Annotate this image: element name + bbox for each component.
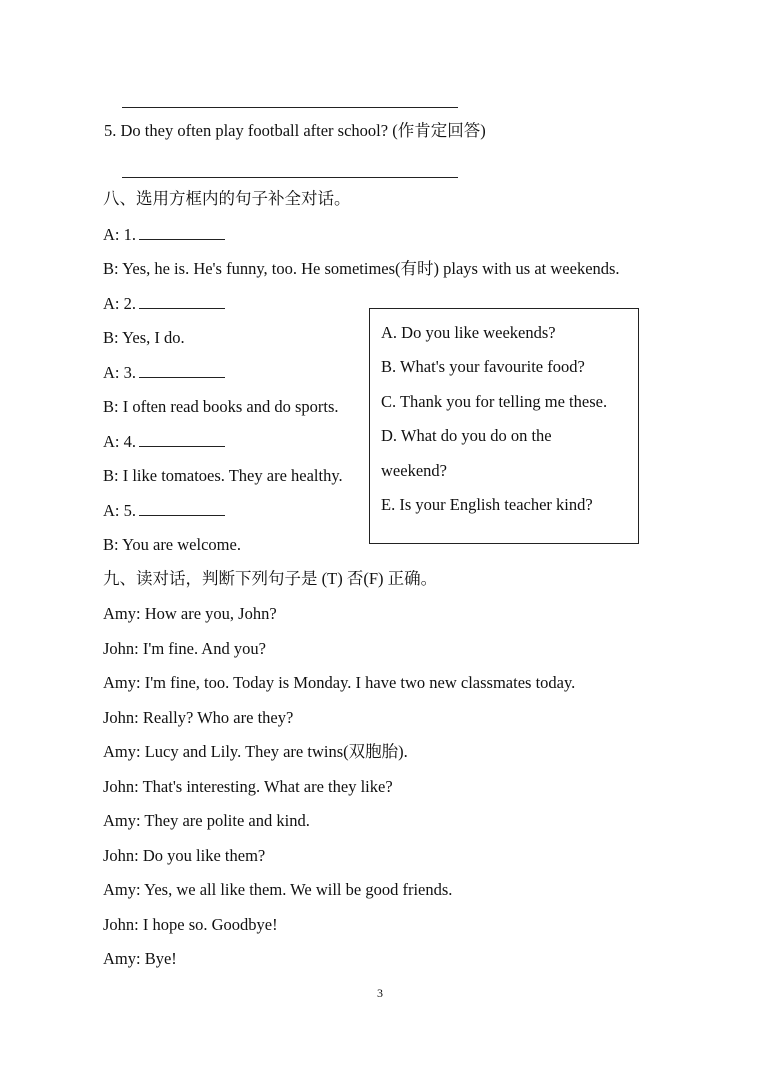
option-b: B. What's your favourite food? <box>381 357 585 376</box>
answer-blank-5[interactable] <box>139 501 225 516</box>
dialogue-line: John: I hope so. Goodbye! <box>103 915 278 934</box>
page-number: 3 <box>377 986 383 1000</box>
dialogue-line-b4: B: I like tomatoes. They are healthy. <box>103 466 343 485</box>
dialogue-line-b3: B: I often read books and do sports. <box>103 397 339 416</box>
dialogue-line: John: Really? Who are they? <box>103 708 294 727</box>
dialogue-prefix: A: 4. <box>103 432 136 451</box>
section-8-title: 八、选用方框内的句子补全对话。 <box>103 189 351 208</box>
dialogue-line-a1 <box>103 225 225 245</box>
answer-blank-1[interactable] <box>139 225 225 240</box>
option-e: E. Is your English teacher kind? <box>381 495 593 514</box>
dialogue-line-b5: B: You are welcome. <box>103 535 241 554</box>
answer-line-q5[interactable] <box>122 177 458 178</box>
dialogue-line-a2 <box>103 294 225 314</box>
dialogue-line-b2: B: Yes, I do. <box>103 328 185 347</box>
dialogue-line: Amy: Yes, we all like them. We will be good friends. <box>103 880 453 899</box>
dialogue-line: John: Do you like them? <box>103 846 266 865</box>
answer-line-q4[interactable] <box>122 107 458 108</box>
option-d-continued: weekend? <box>381 461 447 480</box>
answer-blank-4[interactable] <box>139 432 225 447</box>
dialogue-line: Amy: Lucy and Lily. They are twins(双胞胎). <box>103 742 408 761</box>
option-c: C. Thank you for telling me these. <box>381 392 608 411</box>
dialogue-prefix: A: 1. <box>103 225 136 244</box>
options-box <box>369 308 639 544</box>
dialogue-line-a5 <box>103 501 225 521</box>
option-a: A. Do you like weekends? <box>381 323 556 342</box>
dialogue-line: John: I'm fine. And you? <box>103 639 266 658</box>
dialogue-line: Amy: They are polite and kind. <box>103 811 310 830</box>
dialogue-prefix: A: 5. <box>103 501 136 520</box>
answer-blank-2[interactable] <box>139 294 225 309</box>
section-9-title: 九、读对话，判断下列句子是 (T) 否(F) 正确。 <box>103 569 438 588</box>
dialogue-line-a4 <box>103 432 225 452</box>
dialogue-line-a3 <box>103 363 225 383</box>
dialogue-line: Amy: How are you, John? <box>103 604 277 623</box>
dialogue-prefix: A: 3. <box>103 363 136 382</box>
answer-blank-3[interactable] <box>139 363 225 378</box>
dialogue-line: Amy: Bye! <box>103 949 177 968</box>
dialogue-line: John: That's interesting. What are they like? <box>103 777 393 796</box>
question-5: 5. Do they often play football after school? (作肯定回答) <box>104 121 486 140</box>
option-d: D. What do you do on the <box>381 426 552 445</box>
dialogue-line: Amy: I'm fine, too. Today is Monday. I have two new classmates today. <box>103 673 576 692</box>
dialogue-line-b1: B: Yes, he is. He's funny, too. He sometimes(有时) plays with us at weekends. <box>103 259 620 278</box>
dialogue-prefix: A: 2. <box>103 294 136 313</box>
